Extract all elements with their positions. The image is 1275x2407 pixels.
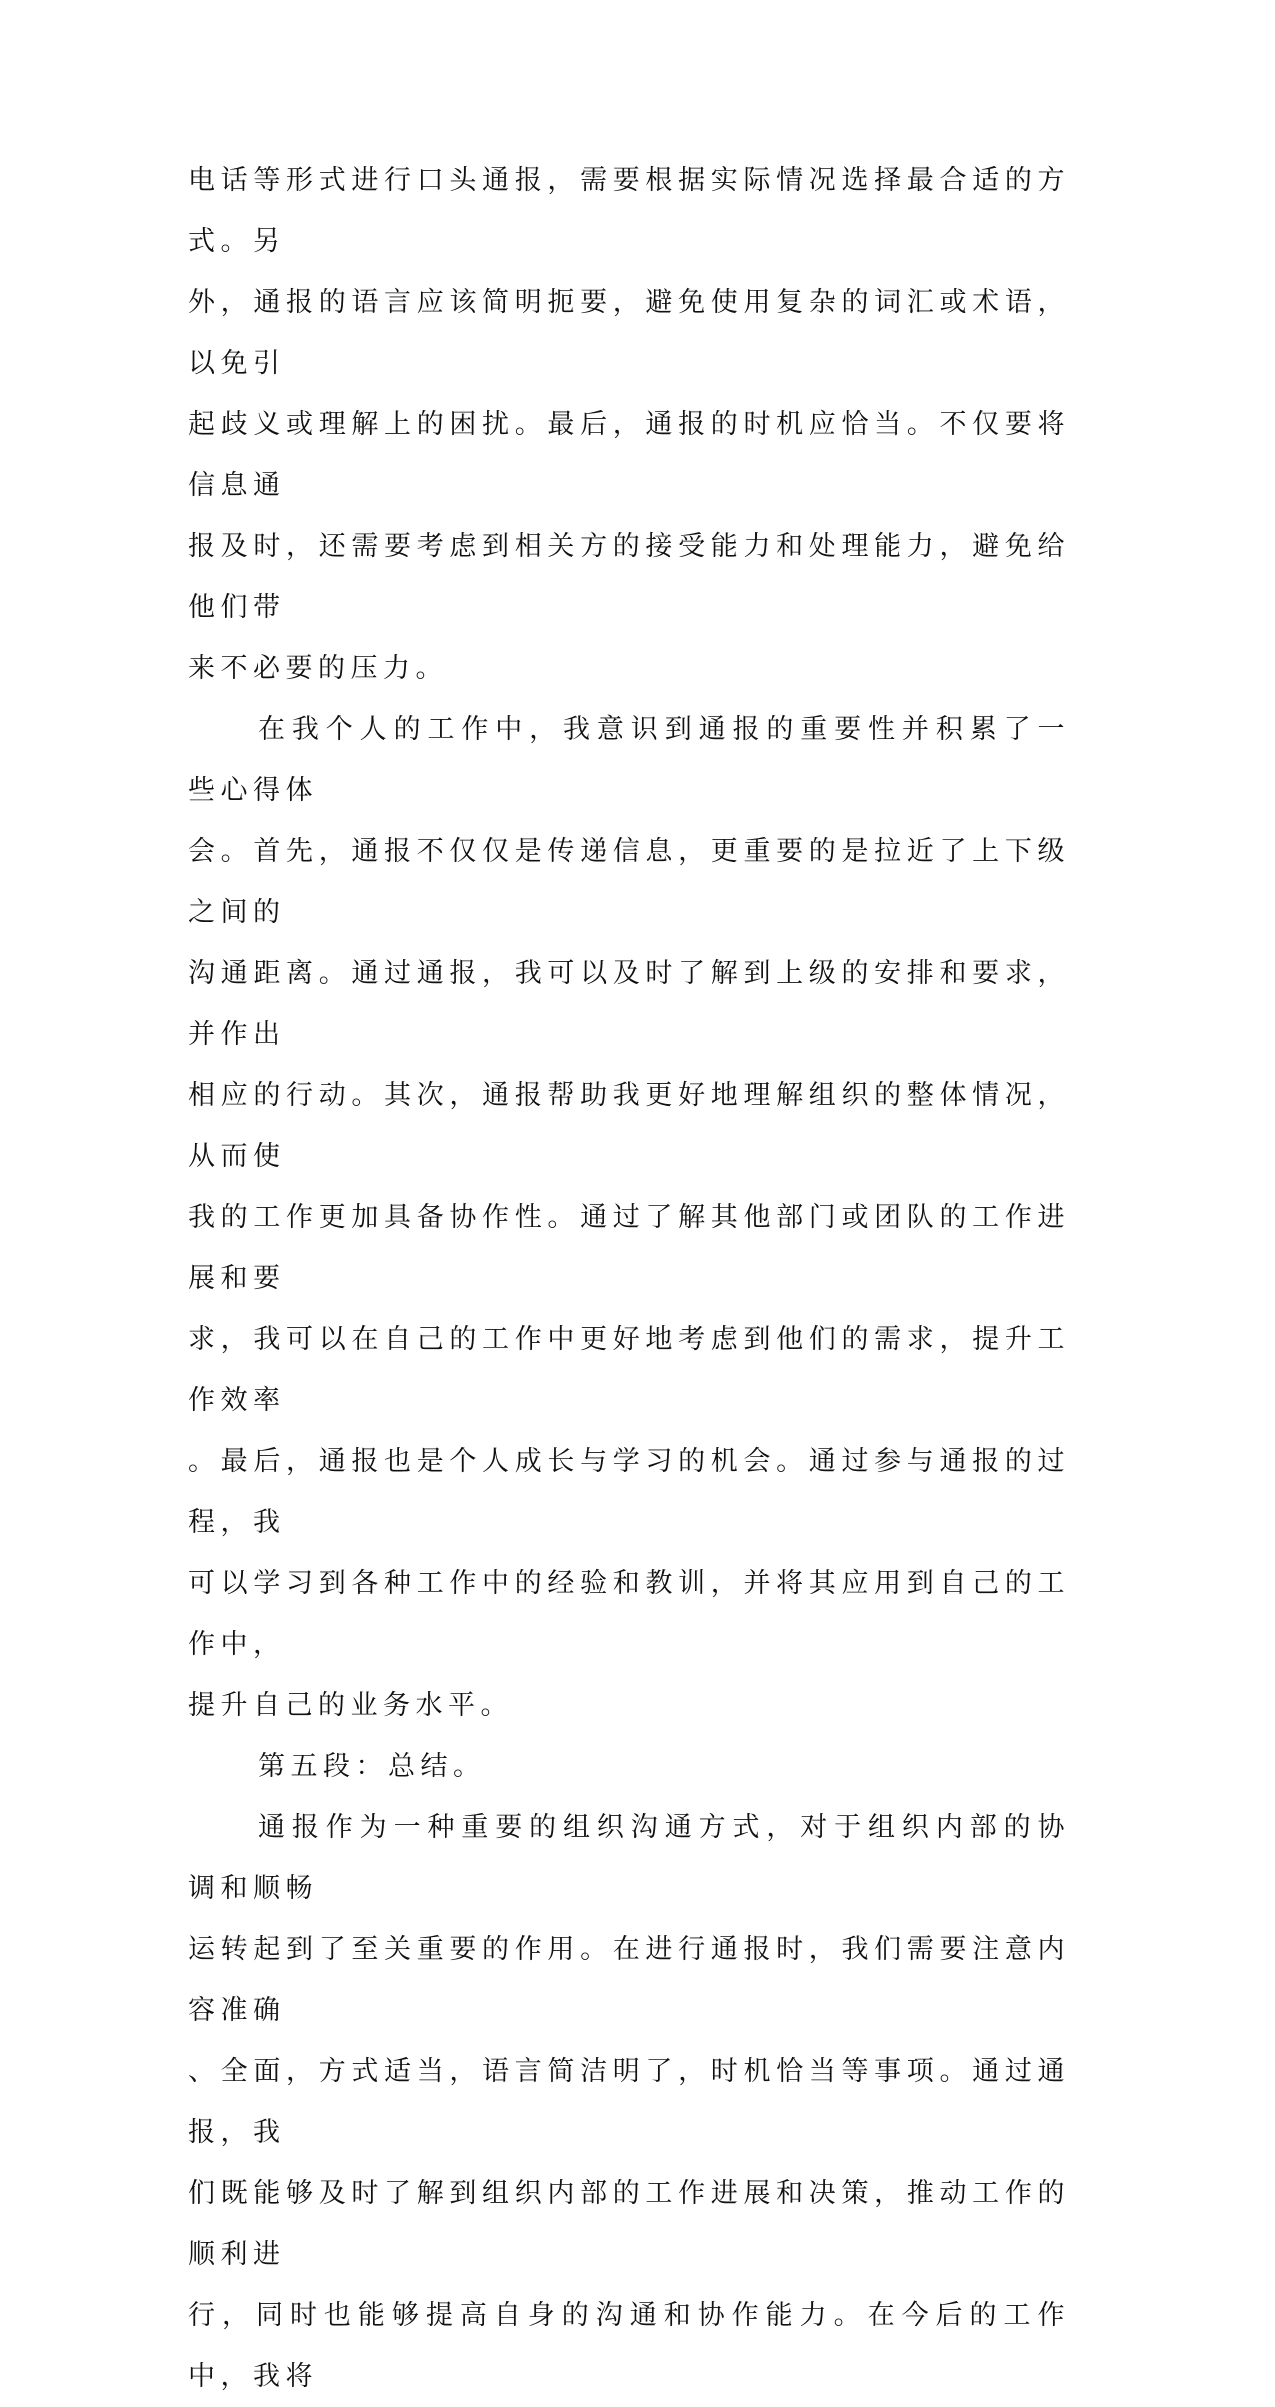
text-line: 在我个人的工作中，我意识到通报的重要性并积累了一些心得体 bbox=[188, 714, 1070, 806]
text-line: 运转起到了至关重要的作用。在进行通报时，我们需要注意内容准确 bbox=[188, 1934, 1070, 2026]
paragraph bbox=[188, 150, 1070, 699]
paragraph bbox=[188, 699, 1070, 1736]
paragraph bbox=[188, 1797, 1070, 2407]
paragraph bbox=[188, 1736, 1070, 1797]
text-line: 行，同时也能够提高自身的沟通和协作能力。在今后的工作中，我将 bbox=[188, 2300, 1070, 2392]
text-line: 我的工作更加具备协作性。通过了解其他部门或团队的工作进展和要 bbox=[188, 1202, 1070, 1294]
text-line: 提升自己的业务水平。 bbox=[188, 1690, 513, 1721]
document-body bbox=[188, 150, 1070, 2407]
text-line: 电话等形式进行口头通报，需要根据实际情况选择最合适的方式。另 bbox=[188, 165, 1070, 257]
text-line: 。最后，通报也是个人成长与学习的机会。通过参与通报的过程，我 bbox=[188, 1446, 1070, 1538]
text-line: 们既能够及时了解到组织内部的工作进展和决策，推动工作的顺利进 bbox=[188, 2178, 1070, 2270]
text-line: 报及时，还需要考虑到相关方的接受能力和处理能力，避免给他们带 bbox=[188, 531, 1070, 623]
text-line: 第五段：总结。 bbox=[258, 1751, 486, 1782]
text-line: 通报作为一种重要的组织沟通方式，对于组织内部的协调和顺畅 bbox=[188, 1812, 1070, 1904]
text-line: 会。首先，通报不仅仅是传递信息，更重要的是拉近了上下级之间的 bbox=[188, 836, 1070, 928]
text-line: 可以学习到各种工作中的经验和教训，并将其应用到自己的工作中， bbox=[188, 1568, 1070, 1660]
text-line: 相应的行动。其次，通报帮助我更好地理解组织的整体情况，从而使 bbox=[188, 1080, 1070, 1172]
text-line: 沟通距离。通过通报，我可以及时了解到上级的安排和要求，并作出 bbox=[188, 958, 1070, 1050]
text-line: 外，通报的语言应该简明扼要，避免使用复杂的词汇或术语，以免引 bbox=[188, 287, 1070, 379]
text-line: 、全面，方式适当，语言简洁明了，时机恰当等事项。通过通报，我 bbox=[188, 2056, 1070, 2148]
text-line: 求，我可以在自己的工作中更好地考虑到他们的需求，提升工作效率 bbox=[188, 1324, 1070, 1416]
text-line: 来不必要的压力。 bbox=[188, 653, 448, 684]
text-line: 起歧义或理解上的困扰。最后，通报的时机应恰当。不仅要将信息通 bbox=[188, 409, 1070, 501]
